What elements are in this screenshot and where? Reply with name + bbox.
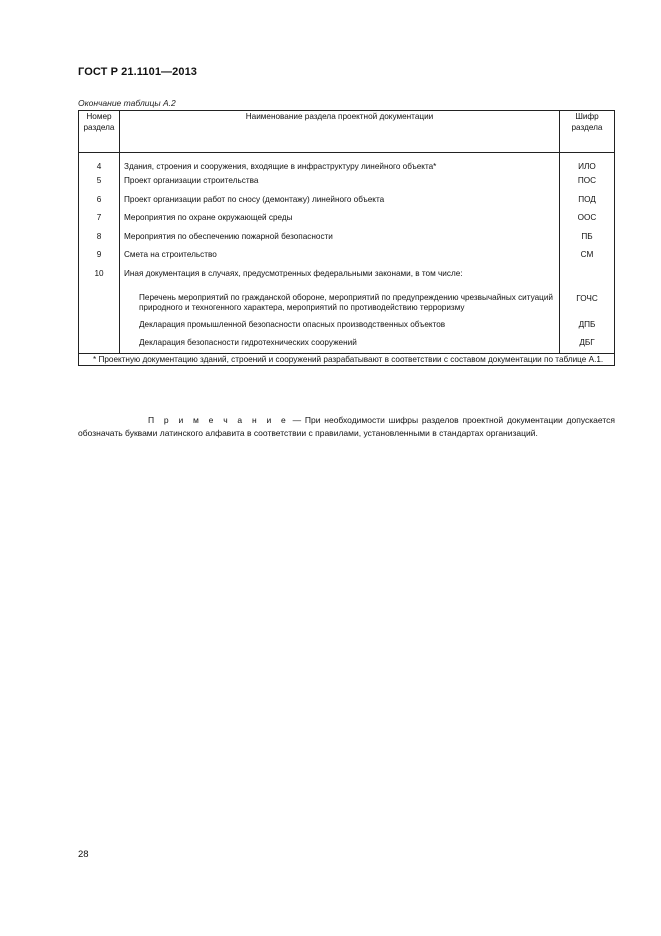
table-row <box>79 231 615 250</box>
row-name: Проект организации строительства <box>124 176 259 185</box>
row-number: 4 <box>79 153 120 176</box>
note-label: П р и м е ч а н и е <box>148 415 289 425</box>
row-number <box>79 319 120 338</box>
footnote-text: * Проектную документацию зданий, строений и сооружений разрабатывают в соответствии с составом документации по таблице А.1. <box>93 355 604 365</box>
row-name: Здания, строения и сооружения, входящие в инфраструктуру линейного объекта* <box>124 162 437 171</box>
table-row <box>79 268 615 287</box>
row-code: ГОЧС <box>560 287 615 319</box>
row-code: ПБ <box>560 231 615 250</box>
row-number <box>79 287 120 319</box>
sections-table <box>78 110 615 366</box>
row-code: СМ <box>560 249 615 268</box>
table-row <box>79 194 615 213</box>
row-code: ДПБ <box>560 319 615 338</box>
table-footnote-row <box>79 354 615 366</box>
row-name: Проект организации работ по сносу (демонтажу) линейного объекта <box>124 194 385 204</box>
table-row <box>79 319 615 338</box>
table-row <box>79 212 615 231</box>
note-text: — При необходимости шифры разделов проектной документации допускается обозначать буквами латинского алфавита в соответствии с правилами, установленными в стандартах организаций. <box>78 415 615 438</box>
row-number: 7 <box>79 212 120 231</box>
row-name: Мероприятия по обеспечению пожарной безопасности <box>124 231 333 241</box>
row-code: ПОД <box>560 194 615 213</box>
document-header: ГОСТ Р 21.1101—2013 <box>78 66 198 78</box>
row-number: 8 <box>79 231 120 250</box>
row-name: Мероприятия по охране окружающей среды <box>124 213 293 223</box>
row-code: ДБГ <box>560 337 615 354</box>
column-header-code: Шифр раздела <box>560 111 615 153</box>
column-header-name: Наименование раздела проектной документации <box>120 111 560 153</box>
column-header-number: Номер раздела <box>79 111 120 153</box>
row-number: 9 <box>79 249 120 268</box>
row-number: 6 <box>79 194 120 213</box>
row-code <box>560 268 615 287</box>
row-number: 10 <box>79 268 120 287</box>
row-code: ИЛО <box>560 153 615 176</box>
note-paragraph <box>78 414 615 440</box>
table-row <box>79 153 615 176</box>
row-number: 5 <box>79 175 120 194</box>
table-caption: Окончание таблицы А.2 <box>78 98 176 108</box>
row-name: Декларация безопасности гидротехнических сооружений <box>139 338 357 348</box>
table-footnote <box>79 354 615 366</box>
page-number: 28 <box>78 849 89 860</box>
row-name: Смета на строительство <box>124 250 217 260</box>
row-name: Перечень мероприятий по гражданской обороне, мероприятий по предупреждению чрезвычайных ситуаций природного и техногенного характера, мероприятий по противодействию терроризму <box>139 292 553 313</box>
table-row <box>79 287 615 319</box>
row-name: Декларация промышленной безопасности опасных производственных объектов <box>139 319 446 329</box>
row-number <box>79 337 120 354</box>
table-row <box>79 337 615 354</box>
table-header-row <box>79 111 615 153</box>
row-code: ПОС <box>560 175 615 194</box>
table-row <box>79 175 615 194</box>
row-name: Иная документация в случаях, предусмотренных федеральными законами, в том числе: <box>124 268 463 278</box>
table-row <box>79 249 615 268</box>
row-code: ООС <box>560 212 615 231</box>
